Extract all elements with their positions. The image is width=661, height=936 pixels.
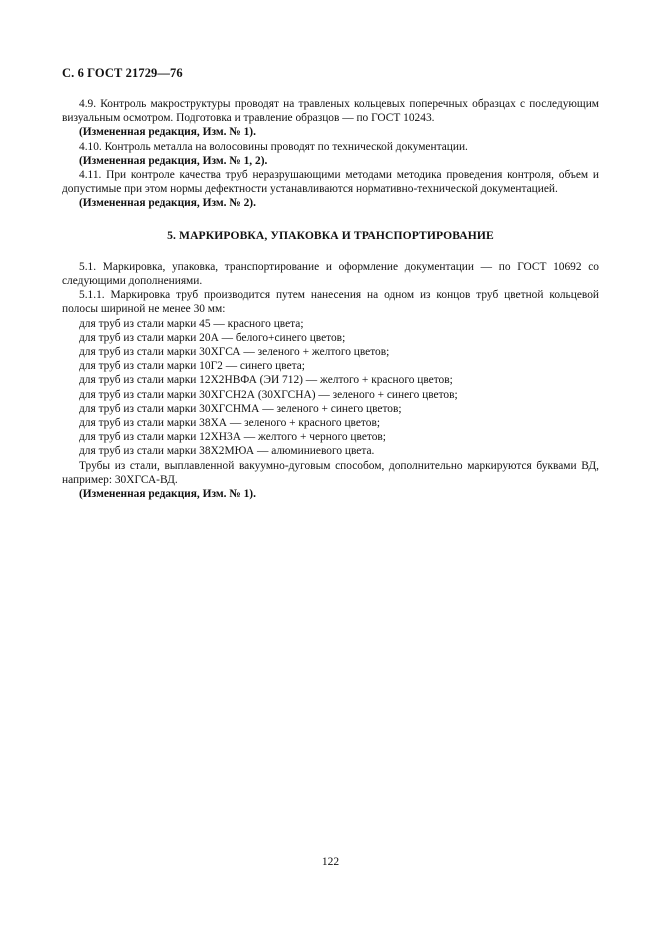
list-item: для труб из стали марки 30ХГСНМА — зеленого + синего цветов; [79,402,402,415]
amendment-note: (Измененная редакция, Изм. № 1). [79,488,256,501]
amendment-note: (Измененная редакция, Изм. № 1, 2). [79,154,268,167]
list-item: для труб из стали марки 10Г2 — синего цвета; [79,360,305,373]
vd-marking-paragraph: Трубы из стали, выплавленной вакуумно-дуговым способом, дополнительно маркируются буквами ВД, например: 30ХГСА-ВД. [62,459,599,486]
clause-5-1: 5.1. Маркировка, упаковка, транспортирование и оформление документации — по ГОСТ 10692 со следующими дополнениями. [62,260,599,288]
clause-4-9: 4.9. Контроль макроструктуры проводят на травленых кольцевых поперечных образцах с последующим визуальным осмотром. Подготовка и травление образцов — по ГОСТ 10243. [62,98,599,125]
list-item: для труб из стали марки 45 — красного цвета; [79,317,304,330]
amendment-note: (Измененная редакция, Изм. № 2). [79,197,256,210]
list-item: для труб из стали марки 12Х2НВФА (ЭИ 712) — желтого + красного цветов; [79,374,453,387]
clause-4-10: 4.10. Контроль металла на волосовины проводят по технической документации. [79,140,468,153]
clause-5-1-1: 5.1.1. Маркировка труб производится путем нанесения на одном из концов труб цветной кольцевой полосы шириной не менее 30 мм: [62,289,599,316]
document-body [62,97,599,501]
list-item: для труб из стали марки 30ХГСН2А (30ХГСНА) — зеленого + синего цветов; [79,388,458,401]
list-item: для труб из стали марки 38Х2МЮА — алюминиевого цвета. [79,445,375,458]
page-number: 122 [321,856,340,868]
section-heading: 5. МАРКИРОВКА, УПАКОВКА И ТРАНСПОРТИРОВАНИЕ [167,228,494,242]
list-item: для труб из стали марки 38ХА — зеленого + красного цветов; [79,417,380,430]
amendment-note: (Измененная редакция, Изм. № 1). [79,126,256,139]
marking-list [62,317,599,459]
page-header: С. 6 ГОСТ 21729—76 [62,66,183,80]
list-item: для труб из стали марки 30ХГСА — зеленого + желтого цветов; [79,346,390,359]
clause-4-11: 4.11. При контроле качества труб неразрушающими методами методика проведения контроля, объем и допустимые при этом нормы дефектности устанавливаются нормативно-технической документацией. [62,169,599,196]
list-item: для труб из стали марки 20А — белого+синего цветов; [79,331,346,344]
list-item: для труб из стали марки 12ХН3А — желтого + черного цветов; [79,431,386,444]
